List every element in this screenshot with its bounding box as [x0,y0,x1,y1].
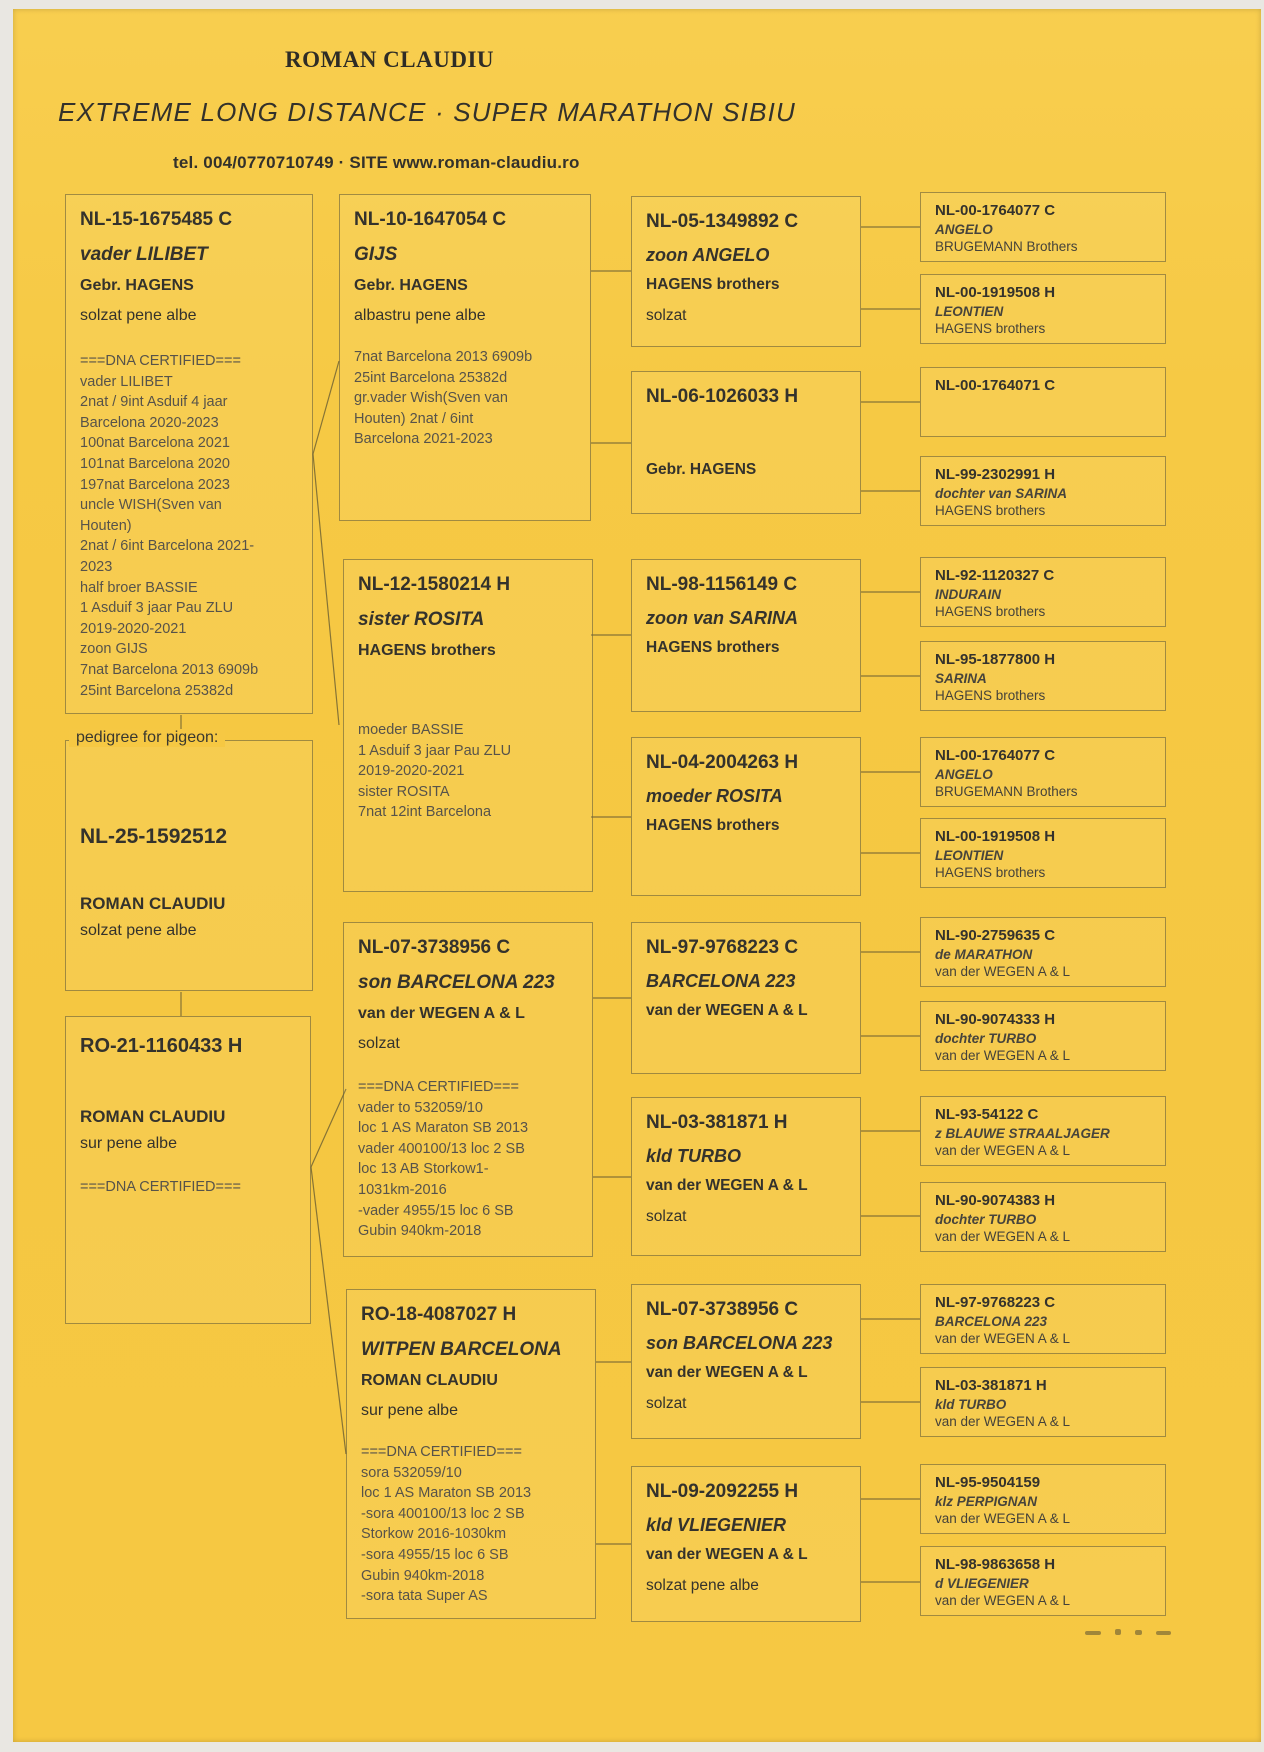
node-ggp-2 [631,371,861,514]
ring-number: NL-90-2759635 C [935,927,1056,944]
ring-number: NL-03-381871 H [646,1112,788,1133]
loft-name: van der WEGEN A & L [935,1229,1071,1244]
node-ggp-1 [631,196,861,347]
ring-number: NL-92-1120327 C [935,567,1055,584]
color-note: sur pene albe [361,1402,458,1419]
pigeon-name: zoon van SARINA [646,608,799,628]
detail-line: zoon GIJS [80,641,148,658]
detail-line: -sora 400100/13 loc 2 SB [361,1505,525,1522]
node-gggp-11 [920,1096,1166,1166]
node-ggp-5 [631,922,861,1074]
loft-name: van der WEGEN A & L [646,1177,808,1194]
node-gggp-5 [920,557,1166,627]
loft-name: van der WEGEN A & L [935,1143,1071,1158]
node-gf-paternal [339,194,591,521]
detail-line: vader 400100/13 loc 2 SB [358,1140,525,1157]
loft-name: van der WEGEN A & L [935,964,1071,979]
pigeon-name: d VLIEGENIER [935,1576,1029,1591]
detail-line: 1 Asduif 3 jaar Pau ZLU [358,742,512,759]
loft-name: van der WEGEN A & L [646,1364,808,1381]
pedigree-for-pigeon-label: pedigree for pigeon: [69,729,225,747]
detail-line: 2019-2020-2021 [80,620,187,637]
loft-name: BRUGEMANN Brothers [935,239,1078,254]
node-gggp-15 [920,1464,1166,1534]
node-mother [65,1016,311,1324]
node-gm-paternal [343,559,593,892]
detail-line: ===DNA CERTIFIED=== [80,1179,241,1195]
loft-name: van der WEGEN A & L [935,1511,1071,1526]
detail-line: loc 13 AB Storkow1- [358,1161,489,1178]
pigeon-name: BARCELONA 223 [935,1314,1048,1329]
node-gggp-4 [920,456,1166,526]
detail-line: 2023 [80,558,113,575]
detail-line: Gubin 940km-2018 [361,1567,485,1584]
loft-tagline: EXTREME LONG DISTANCE · SUPER MARATHON SIBIU [58,97,797,127]
loft-name: HAGENS brothers [935,321,1046,336]
pigeon-name: LEONTIEN [935,848,1004,863]
loft-name: van der WEGEN A & L [935,1593,1071,1608]
detail-line: 2019-2020-2021 [358,763,465,780]
detail-line: Barcelona 2020-2023 [80,414,219,431]
node-gf-maternal [343,922,593,1257]
detail-line: half broer BASSIE [80,579,198,596]
detail-line: 1 Asduif 3 jaar Pau ZLU [80,600,234,617]
node-gggp-16 [920,1546,1166,1616]
detail-line: 25int Barcelona 25382d [80,682,234,699]
detail-line: loc 1 AS Maraton SB 2013 [358,1120,529,1137]
ring-number: NL-10-1647054 C [354,209,507,230]
detail-line: Gubin 940km-2018 [358,1223,482,1240]
loft-name: van der WEGEN A & L [935,1331,1071,1346]
pigeon-name: vader LILIBET [80,244,208,265]
loft-name: ROMAN CLAUDIU [80,1107,226,1126]
node-gggp-8 [920,818,1166,888]
page-title: ROMAN CLAUDIU [285,47,495,72]
detail-line: 197nat Barcelona 2023 [80,476,230,493]
detail-line: Storkow 2016-1030km [361,1526,507,1543]
pigeon-name: dochter TURBO [935,1212,1037,1227]
pigeon-name: klz PERPIGNAN [935,1494,1038,1509]
detail-line: 7nat Barcelona 2013 6909b [354,349,533,365]
ring-number: NL-12-1580214 H [358,574,511,595]
ring-number: NL-15-1675485 C [80,209,233,230]
ring-number: RO-21-1160433 H [80,1035,243,1057]
loft-name: HAGENS brothers [358,642,496,659]
detail-line: loc 1 AS Maraton SB 2013 [361,1485,532,1502]
ring-number: NL-00-1919508 H [935,284,1056,301]
node-gggp-6 [920,641,1166,711]
loft-name: BRUGEMANN Brothers [935,784,1078,799]
detail-line: -sora 4955/15 loc 6 SB [361,1546,509,1563]
color-note: solzat [646,1395,687,1412]
node-gggp-9 [920,917,1166,987]
node-gm-maternal [346,1289,596,1619]
pigeon-name: sister ROSITA [358,609,485,630]
detail-line: 2nat / 6int Barcelona 2021- [80,538,255,555]
pigeon-name: moeder ROSITA [646,786,783,806]
pigeon-name: GIJS [354,244,398,265]
loft-name: van der WEGEN A & L [646,1002,808,1019]
loft-name: van der WEGEN A & L [935,1414,1071,1429]
loft-name: Gebr. HAGENS [80,277,194,294]
loft-name: HAGENS brothers [935,604,1046,619]
ring-number: RO-18-4087027 H [361,1304,517,1325]
detail-line: Houten) 2nat / 6int [354,410,474,427]
performance-details [80,351,298,701]
ring-number: NL-00-1764071 C [935,377,1056,394]
performance-details [354,347,576,450]
ring-number: NL-90-9074383 H [935,1192,1056,1209]
node-gggp-2 [920,274,1166,344]
pigeon-name: z BLAUWE STRAALJAGER [935,1126,1110,1141]
loft-name: HAGENS brothers [935,865,1046,880]
detail-line: 2nat / 9int Asduif 4 jaar [80,394,228,411]
ring-number: NL-00-1764077 C [935,747,1056,764]
loft-name: van der WEGEN A & L [358,1005,525,1022]
ring-number: NL-95-9504159 [935,1474,1041,1491]
detail-line: 1031km-2016 [358,1181,447,1198]
node-gggp-12 [920,1182,1166,1252]
loft-name: van der WEGEN A & L [935,1048,1071,1063]
loft-name: HAGENS brothers [646,276,780,293]
pigeon-name: kld TURBO [935,1397,1007,1412]
pigeon-name: INDURAIN [935,587,1001,602]
color-note: solzat [646,1208,687,1225]
pigeon-name: kld TURBO [646,1146,742,1166]
node-ggp-6 [631,1097,861,1256]
performance-details [80,1177,296,1197]
detail-line: ===DNA CERTIFIED=== [361,1444,522,1460]
detail-line: ===DNA CERTIFIED=== [80,353,241,369]
ring-number: NL-97-9768223 C [646,937,799,958]
node-gggp-3 [920,367,1166,437]
node-ggp-4 [631,737,861,896]
ring-number: NL-00-1764077 C [935,202,1056,219]
pigeon-name: ANGELO [935,222,993,237]
detail-line: 100nat Barcelona 2021 [80,435,230,452]
ring-number: NL-25-1592512 [80,825,228,848]
loft-name: ROMAN CLAUDIU [361,1372,498,1389]
ring-number: NL-06-1026033 H [646,386,799,407]
color-note: solzat [358,1035,400,1052]
ring-number: NL-07-3738956 C [646,1299,799,1320]
ring-number: NL-95-1877800 H [935,651,1056,668]
node-gggp-14 [920,1367,1166,1437]
color-note: albastru pene albe [354,307,486,324]
node-ggp-8 [631,1466,861,1622]
color-note: sur pene albe [80,1135,177,1152]
node-gggp-7 [920,737,1166,807]
detail-line: sora 532059/10 [361,1464,462,1481]
pigeon-name: SARINA [935,671,987,686]
performance-details [361,1442,581,1607]
detail-line: 25int Barcelona 25382d [354,369,508,386]
node-gggp-10 [920,1001,1166,1071]
node-subject [65,740,313,991]
performance-details [358,720,578,823]
ring-number: NL-04-2004263 H [646,752,799,773]
pigeon-name: ANGELO [935,767,993,782]
detail-line: gr.vader Wish(Sven van [354,390,508,407]
color-note: solzat pene albe [80,307,197,324]
ring-number: NL-99-2302991 H [935,466,1056,483]
loft-name: Gebr. HAGENS [354,277,468,294]
detail-line: sister ROSITA [358,783,450,800]
detail-line: vader to 532059/10 [358,1099,483,1116]
loft-name: Gebr. HAGENS [646,461,757,478]
ring-number: NL-98-9863658 H [935,1556,1056,1573]
pigeon-name: WITPEN BARCELONA [361,1339,562,1360]
detail-line: Barcelona 2021-2023 [354,431,493,448]
detail-line: Houten) [80,517,132,534]
color-note: solzat pene albe [80,922,197,939]
color-note: solzat [646,307,687,324]
detail-line: 101nat Barcelona 2020 [80,455,230,472]
loft-name: van der WEGEN A & L [646,1546,808,1563]
ring-number: NL-90-9074333 H [935,1011,1056,1028]
ring-number: NL-98-1156149 C [646,574,798,595]
ring-number: NL-00-1919508 H [935,828,1056,845]
pigeon-name: son BARCELONA 223 [646,1333,833,1353]
detail-line: ===DNA CERTIFIED=== [358,1079,519,1095]
ring-number: NL-05-1349892 C [646,211,799,232]
pigeon-name: dochter TURBO [935,1031,1037,1046]
ring-number: NL-07-3738956 C [358,937,511,958]
pigeon-name: kld VLIEGENIER [646,1515,787,1535]
pigeon-name: LEONTIEN [935,304,1004,319]
performance-details [358,1077,578,1242]
detail-line: vader LILIBET [80,373,173,390]
pigeon-name: dochter van SARINA [935,486,1068,501]
ring-number: NL-97-9768223 C [935,1294,1056,1311]
pigeon-name: BARCELONA 223 [646,971,796,991]
loft-name: HAGENS brothers [646,639,780,656]
detail-line: uncle WISH(Sven van [80,497,222,514]
pigeon-name: de MARATHON [935,947,1033,962]
detail-line: -vader 4955/15 loc 6 SB [358,1202,514,1219]
node-ggp-3 [631,559,861,712]
contact-line: tel. 004/0770710749 · SITE www.roman-claudiu.ro [173,153,580,172]
loft-name: HAGENS brothers [935,688,1046,703]
loft-name: ROMAN CLAUDIU [80,894,226,913]
node-gggp-1 [920,192,1166,262]
pigeon-name: son BARCELONA 223 [358,972,555,993]
ring-number: NL-93-54122 C [935,1106,1039,1123]
node-ggp-7 [631,1284,861,1439]
ring-number: NL-09-2092255 H [646,1481,799,1502]
loft-name: HAGENS brothers [935,503,1046,518]
ring-number: NL-03-381871 H [935,1377,1047,1394]
node-gggp-13 [920,1284,1166,1354]
detail-line: moeder BASSIE [358,722,464,738]
color-note: solzat pene albe [646,1577,759,1594]
detail-line: -sora tata Super AS [361,1588,488,1605]
detail-line: 7nat 12int Barcelona [358,804,492,821]
node-father [65,194,313,714]
pigeon-name: zoon ANGELO [646,245,770,265]
loft-name: HAGENS brothers [646,817,780,834]
detail-line: 7nat Barcelona 2013 6909b [80,661,259,678]
pedigree-sheet [13,9,1261,1742]
